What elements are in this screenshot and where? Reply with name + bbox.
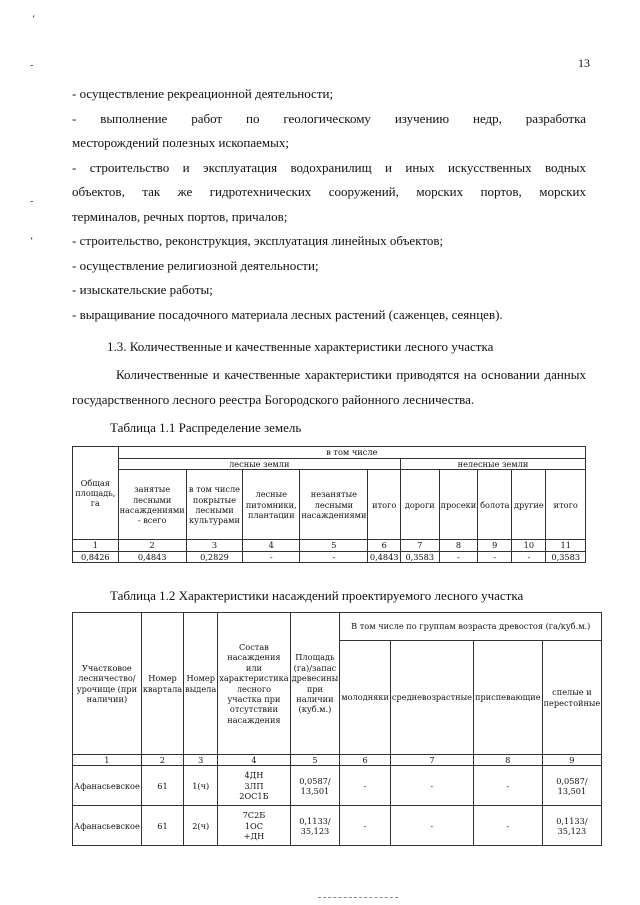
header-cell: Участковое лесничество/ урочище (при наличии) (73, 613, 142, 755)
column-number: 9 (478, 540, 512, 551)
table-cell: 0,3583 (400, 551, 439, 562)
table-cell (218, 806, 290, 846)
table-cell: - (478, 551, 512, 562)
column-number: 7 (390, 755, 473, 766)
land-distribution-table (72, 446, 586, 563)
table-cell: Афанасьевское (73, 766, 142, 806)
column-number: 6 (340, 755, 391, 766)
header-cell: приспевающие (473, 641, 542, 755)
header-cell: лесные земли (118, 459, 400, 470)
table-cell: 0,3583 (546, 551, 586, 562)
mature-line: 0,0587/ (556, 775, 588, 786)
area-line: 0,0587/ (299, 775, 331, 786)
column-number: 3 (184, 755, 218, 766)
table-row (73, 766, 602, 806)
bullet-line: - изыскательские работы; (72, 282, 213, 297)
column-number: 4 (218, 755, 290, 766)
table-cell: - (473, 806, 542, 846)
table-cell: - (473, 766, 542, 806)
page-number: 13 (578, 56, 590, 70)
table-cell (542, 766, 602, 806)
column-number: 9 (542, 755, 602, 766)
composition-line: 1ОС (244, 820, 264, 831)
bullet-line: терминалов, речных портов, причалов; (72, 208, 288, 224)
table-cell: 61 (141, 806, 183, 846)
table-cell: Афанасьевское (73, 806, 142, 846)
column-number: 5 (300, 540, 368, 551)
scan-mark: - (30, 60, 34, 71)
header-cell: в том числе покрытые лесными культурами (186, 470, 242, 540)
header-cell: дороги (400, 470, 439, 540)
column-number: 11 (546, 540, 586, 551)
table-cell: 2(ч) (184, 806, 218, 846)
table-cell: 0,8426 (73, 551, 119, 562)
column-number: 8 (439, 540, 478, 551)
stand-characteristics-table (72, 612, 602, 846)
area-line: 0,1133/ (299, 815, 331, 826)
header-cell: занятые лесными насаждениями - всего (118, 470, 186, 540)
composition-line: 7С2Б (242, 810, 266, 821)
header-cell: просеки (439, 470, 478, 540)
composition-line: 2ОС1Б (239, 791, 269, 802)
column-number: 3 (186, 540, 242, 551)
bullet-line: - строительство и эксплуатация водохранилищ и иных искусственных водных (72, 159, 586, 175)
header-cell: болота (478, 470, 512, 540)
bullet-line: - осуществление религиозной деятельности; (72, 257, 319, 273)
table-row (73, 806, 602, 846)
table-cell (290, 766, 340, 806)
header-cell: Состав насаждения или характеристика лесного участка при отсутствии насаждения (218, 613, 290, 755)
table-cell (218, 766, 290, 806)
table-cell: - (439, 551, 478, 562)
mature-line: 35,123 (557, 825, 587, 836)
header-cell: итого (368, 470, 401, 540)
bullet-line: - выполнение работ по геологическому изучению недр, разработка (72, 110, 586, 126)
header-cell: Общая площадь, га (73, 447, 119, 540)
table-cell: - (243, 551, 300, 562)
scan-mark: - (30, 196, 34, 207)
header-cell: другие (512, 470, 546, 540)
bottom-divider (318, 897, 398, 898)
bullet-list (72, 82, 586, 327)
header-cell: В том числе по группам возраста древостоя (га/куб.м.) (340, 613, 602, 641)
header-cell: средневозрастные (390, 641, 473, 755)
table-cell: - (340, 806, 391, 846)
composition-line: 4ДН (244, 770, 264, 781)
table-cell: 1(ч) (184, 766, 218, 806)
table1-caption: Таблица 1.1 Распределение земель (110, 420, 302, 435)
bullet-line: месторождений полезных ископаемых; (72, 135, 289, 150)
area-line: 13,501 (300, 785, 330, 796)
table-cell: - (300, 551, 368, 562)
scan-mark: ‘ (30, 236, 34, 247)
header-cell: в том числе (118, 447, 585, 459)
header-cell: незанятые лесными насаждениями (300, 470, 368, 540)
table-cell: - (512, 551, 546, 562)
table-cell (290, 806, 340, 846)
column-number: 7 (400, 540, 439, 551)
bullet-line: объектов, так же гидротехнических сооружений, морских портов, морских (72, 184, 586, 199)
mature-line: 0,1133/ (556, 815, 588, 826)
table-cell (542, 806, 602, 846)
column-number: 10 (512, 540, 546, 551)
column-number: 1 (73, 540, 119, 551)
composition-line: +ДН (243, 831, 265, 842)
header-cell: молодняки (340, 641, 391, 755)
header-cell: нелесные земли (400, 459, 585, 470)
column-number: 8 (473, 755, 542, 766)
header-cell: лесные питомники, плантации (243, 470, 300, 540)
table-cell: - (390, 806, 473, 846)
header-cell: спелые и перестойные (542, 641, 602, 755)
header-cell: итого (546, 470, 586, 540)
header-cell: Номер выдела (184, 613, 218, 755)
bullet-line: - строительство, реконструкция, эксплуатация линейных объектов; (72, 233, 444, 248)
bullet-line: - выращивание посадочного материала лесных растений (саженцев, сеянцев). (72, 306, 503, 322)
mature-line: 13,501 (557, 785, 587, 796)
header-cell: Номер квартала (141, 613, 183, 755)
column-number: 1 (73, 755, 142, 766)
column-number: 2 (118, 540, 186, 551)
column-number: 4 (243, 540, 300, 551)
column-number: 5 (290, 755, 340, 766)
bullet-line: - осуществление рекреационной деятельности; (72, 86, 334, 101)
section-heading: 1.3. Количественные и качественные характеристики лесного участка (107, 339, 494, 354)
table-cell: - (340, 766, 391, 806)
scan-mark: ‘ (32, 14, 36, 25)
table-cell: 0,4843 (118, 551, 186, 562)
header-cell: Площадь (га)/запас древесины при наличии (куб.м.) (290, 613, 340, 755)
column-number: 2 (141, 755, 183, 766)
table2-caption: Таблица 1.2 Характеристики насаждений проектируемого лесного участка (110, 588, 524, 603)
table-cell: 61 (141, 766, 183, 806)
table-cell: - (390, 766, 473, 806)
area-line: 35,123 (300, 825, 330, 836)
column-number: 6 (368, 540, 401, 551)
table-cell: 0,4843 (369, 551, 399, 562)
table-cell: 0,2829 (186, 551, 242, 562)
paragraph: Количественные и качественные характеристики приводятся на основании данных государственного лесного реестра Богородского районного лесничества. (72, 367, 586, 407)
composition-line: 3ЛП (244, 780, 264, 791)
